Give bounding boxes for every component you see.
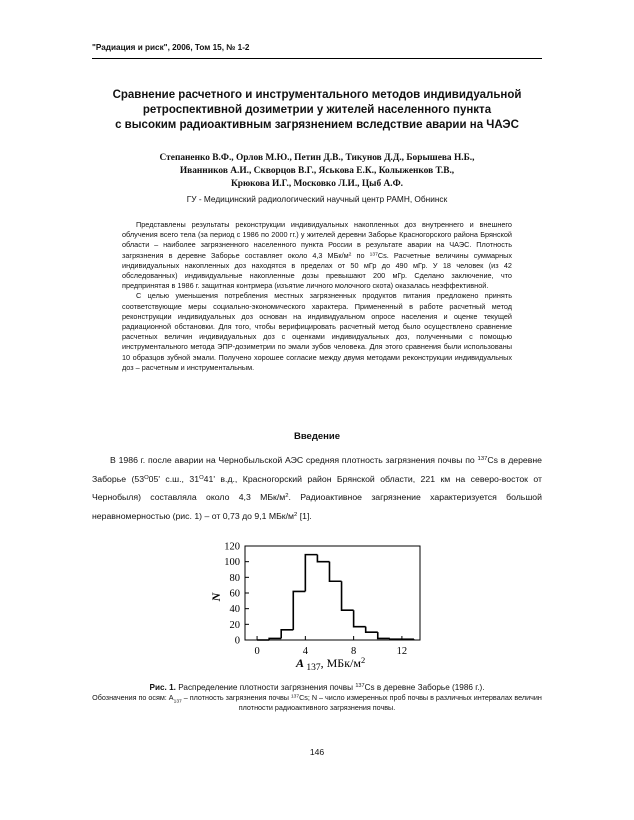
plot-frame: [245, 546, 420, 640]
affiliation: ГУ - Медицинский радиологический научный центр РАМН, Обнинск: [186, 194, 448, 204]
x-tick-label: 4: [302, 646, 308, 657]
body-paragraph: В 1986 г. после аварии на Чернобыльской АЭС средняя плотность загрязнения почвы по $^{137}$Cs в деревне Заборье ($53^O05'$ с.ш., $31^O41'$ в.д., Красногорский район Брянской области, 221 км на северо-восток от Чернобыля) составляла около 4,3 МБк/$м^2$. Радиоактивное загрязнение характеризуется большой неравномерностью (рис. 1) – от 0,73 до 9,1 МБк/$м^2$ [1].: [92, 455, 543, 521]
y-axis-label: N: [209, 592, 223, 602]
y-tick-label: 120: [224, 541, 240, 553]
journal-header: "Радиация и риск", 2006, Том 15, № 1-2: [92, 43, 250, 52]
histogram-bin: [317, 555, 329, 562]
y-tick-label: 100: [224, 557, 240, 569]
caption-title: Рис. 1. Распределение плотности загрязнения почвы $^{137}$Cs в деревне Заборье (1986 г.).: [149, 682, 485, 692]
histogram-bin: [366, 627, 378, 632]
figure-caption: [92, 682, 542, 712]
histogram-bin: [305, 555, 317, 592]
histogram-bin: [354, 610, 366, 626]
title-line: ретроспективной дозиметрии у жителей населенного пункта: [142, 104, 492, 116]
histogram-bin: [342, 581, 354, 610]
paper-title: [92, 88, 542, 133]
x-tick-label: 12: [396, 646, 408, 657]
y-tick-label: 0: [234, 635, 240, 647]
caption-text: Обозначения по осям: $A_{137}$ – плотность загрязнения почвы $^{137}$Cs; N – число измеренных проб почвы в различных интервалах величин плотности радиоактивного загрязнения почвы.: [92, 693, 542, 712]
histogram-bin: [329, 562, 341, 582]
histogram-bin: [293, 591, 305, 629]
histogram-bin: [269, 638, 281, 640]
title-line: с высоким радиоактивным загрязнением вследствие аварии на ЧАЭС: [115, 119, 519, 131]
y-tick-label: 80: [229, 572, 240, 584]
x-tick-label: 0: [254, 646, 260, 657]
author-line: Степаненко В.Ф., Орлов М.Ю., Петин Д.В., Тикунов Д.Д., Борышева Н.Б.,: [159, 153, 475, 163]
x-tick-label: 8: [350, 646, 357, 657]
histogram-bin: [378, 632, 390, 638]
title-line: Сравнение расчетного и инструментального методов индивидуальной: [112, 89, 522, 101]
page-number: 146: [309, 747, 325, 757]
author-line: Иванников А.И., Скворцов В.Г., Яськова Е.К., Колыженков Т.В.,: [179, 166, 455, 176]
section-heading: Введение: [293, 431, 341, 442]
abstract: [122, 220, 512, 373]
header-rule: [92, 58, 542, 59]
y-tick-label: 40: [229, 604, 240, 616]
histogram-bin: [281, 630, 293, 639]
abstract-paragraph: С целью уменьшения потребления местных загрязненных продуктов питания предложено принять соответствующие меры социально-экономического характера. Примененный в работе расчетный метод реконструкции индивидуальных доз основан на индивидуальном опросе населения и оценке текущей радиационной обстановки. Для того, чтобы верифицировать расчетный метод было осуществлено сравнение расчетных величин индивидуальных доз с оценками индивидуальных доз, полученными с помощью инструментального метода ЭПР-дозиметрии по эмали зубов человека. Для этого сравнения были использованы 10 образцов зубной эмали. Получено хорошее согласие между двумя методами реконструкции индивидуальных доз – расчетным и инструментальным.: [122, 291, 512, 372]
x-axis-label: A $_{137}$, МБк/$м^2$: [296, 655, 366, 673]
intro-paragraph: [92, 451, 542, 525]
y-tick-label: 20: [229, 619, 240, 631]
y-tick-label: 60: [229, 588, 240, 600]
author-list: [92, 152, 542, 191]
abstract-paragraph: Представлены результаты реконструкции индивидуальных накопленных доз внутреннего и внешнего облучения всего тела (за период с 1986 по 2000 гг.) у жителей деревни Заборье Красногорского района Брянской области – наиболее загрязненного населенного пункта России в результате аварии на ЧАЭС. Плотность загрязнения в деревне Заборье составляет около 4,3 МБк/$м^2$ по $^{137}$Cs. Расчетные величины суммарных индивидуальных накопленных доз находятся в пределах от 50 мГр до 490 мГр. У 18 человек (из 42 обследованных) индивидуальные накопленные дозы превышают 200 мГр. Сделано заключение, что предпринятая в 1986 г. защитная контрмера (изъятие личного молочного скота) оказалась неэффективной.: [122, 220, 513, 291]
histogram-bin: [390, 638, 402, 639]
author-line: Крюкова И.Г., Московко Л.И., Цыб А.Ф.: [230, 179, 404, 189]
